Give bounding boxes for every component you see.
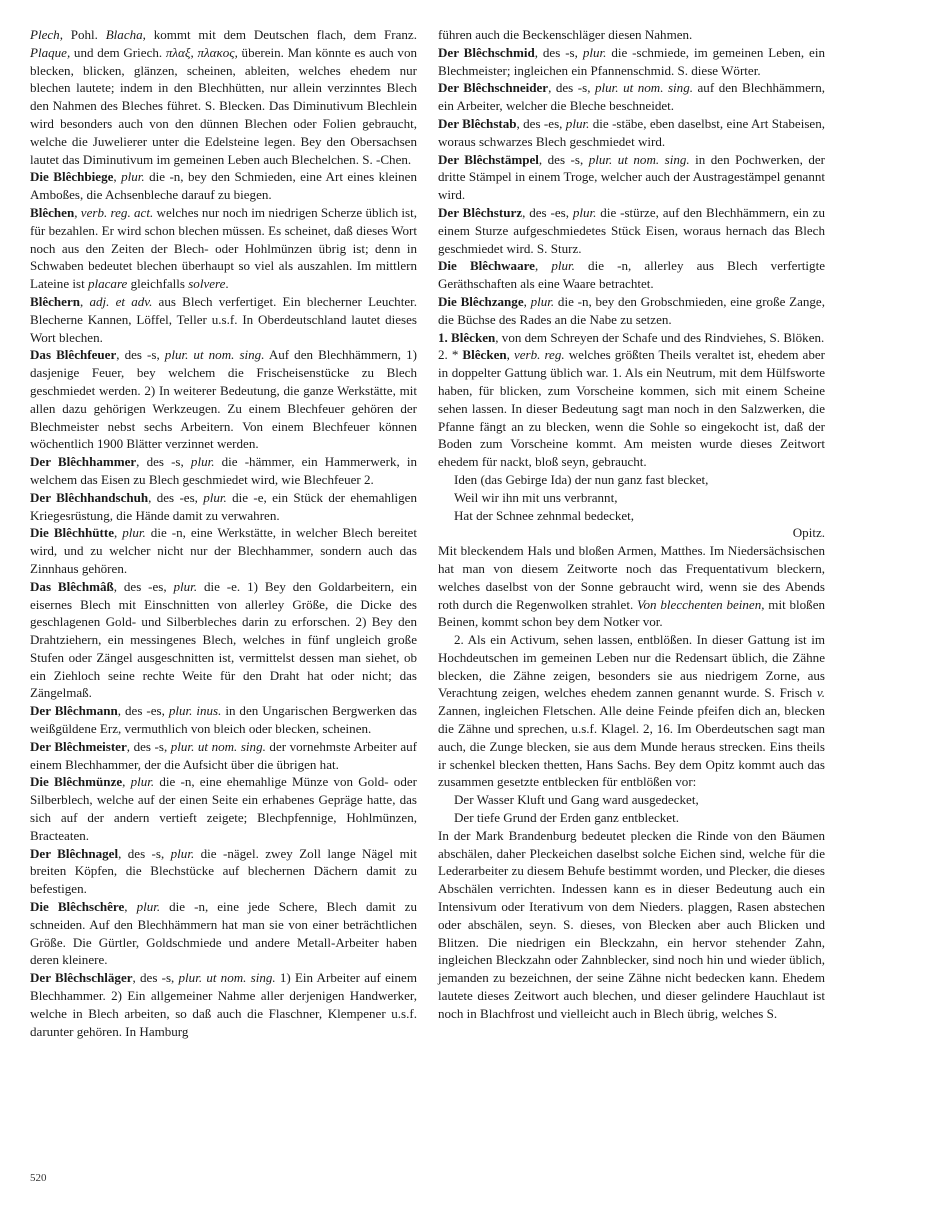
headword: Die Blêchwaare [438,258,535,274]
text-run: Der tiefe Grund der Erden ganz entblecket. [454,810,679,826]
text-run: und dem Griech. [70,44,166,60]
italic-text: plur. inus. [168,703,222,719]
text-run: Hat der Schnee zehnmal bedecket, [454,507,635,523]
italic-text: plur. ut nom. sing. [178,970,276,986]
entry-paragraph [30,773,417,844]
entry-paragraph [30,26,417,168]
verse-attribution [438,524,825,542]
entry-paragraph [438,257,825,293]
headword: Der Blêchschneider [438,80,549,96]
headword: Der Blêchnagel [30,845,119,861]
italic-text: solvere [188,276,226,292]
text-run: , [74,204,81,220]
headword: Die Blêchhütte [30,525,114,541]
entry-paragraph [30,969,417,1040]
text-run: , des -s, [538,151,589,167]
italic-text: plur. [130,774,155,790]
verse-line [438,507,825,525]
text-run: , von dem Schreyen der Schafe und des Rindviehes, S. Blöken. [495,329,825,345]
text-run: die -e. 1) Bey den Goldarbeitern, ein eisernes Blech mit Einschnitten von allerley Größe, die Dicke des geschlagenen Gold- und Silberbleches darin zu erforschen. 2) Bey den Drahtziehern, ein messingenes Blech, welches in fünf ungleich große Stufen oder Zängel ausgeschnitten ist, vermittelst dessen man siehet, ob ein Ziehloch seine rechte Weite für den Draht hat oder nicht; das Zängelmaß. [30,578,417,701]
text-run: welches größten Theils veraltet ist, ehedem aber in doppelter Gattung üblich war. 1. Als ein Neutrum, mit dem Hülfsworte haben, für blicken, zum Vorscheine kommen, sich mit einem Scheine sehen lassen. In dieser Bedeutung sagt man noch in den Salzwerken, die Pfanne fängt an zu blecken, wenn die Sohle so eingekocht ist, daß der Boden zum Vorscheine kommt. Am meisten wurde dieses Zeitwort ehedem für nackt, bloß seyn, gebraucht. [438,347,825,470]
text-run: , des -s, [136,454,191,470]
text-run: die -n, eine Werkstätte, in welcher Blech bereitet wird, und zu welcher nicht nur der Blechhammer, sondern auch das Zinnhaus gehören. [30,525,417,576]
italic-text: plur. [203,489,227,505]
text-run: , des -s, [132,970,179,986]
italic-text: Plaque, [30,44,71,60]
entry-paragraph [30,898,417,969]
text-run: die -nägel. zwey Zoll lange Nägel mit breiten Köpfen, die Blechstücke auf blechernen Dächern damit zu befestigen. [30,845,417,897]
entry-paragraph [438,346,825,471]
entry-paragraph [30,578,417,703]
verse-line [438,489,825,507]
text-run: , des -es, [113,578,174,594]
headword: Der Blêchmann [30,703,118,719]
entry-paragraph [438,115,825,151]
text-run: die -stürze, auf den Blechhämmern, ein zu einem Sturze aufgeschmiedetes Stück Eisen, woraus hernach das Blech geschmiedet wird. S. Sturz. [438,204,825,256]
text-run: kommt mit dem Deutschen flach, dem Franz. [145,27,417,42]
headword: Das Blêchmâß [30,578,114,594]
text-run: Auf den Blechhämmern, 1) dasjenige Feuer, bey welchem die Frischeisenstücke zu Blech geschmiedet werden. 2) In weiterer Bedeutung, die ganze Werkstätte, mit allen dazu gehörigen Werkzeugen. Zu einem Blechfeuer gehören der Blechmeister nebst sechs Arbeitern. Von einem Blechfeuer können wöchentlich 1900 Blätter verzinnet werden. [30,347,417,452]
headword: Blêcken [462,347,507,363]
headword: Die Blêchmünze [30,774,123,790]
italic-text: verb. reg. act. [80,204,154,220]
entry-paragraph [30,168,417,204]
text-run: Der Wasser Kluft und Gang ward ausgedecket, [454,792,699,808]
text-run: die -schmiede, im gemeinen Leben, ein Blechmeister; ingleichen ein Pfannenschmid. S. diese Wörter. [438,44,825,78]
italic-text: plur. [136,899,161,915]
text-run: Pohl. [62,27,106,42]
headword: Der Blêchstab [438,115,517,131]
italic-text: plur. ut nom. sing. [170,738,266,754]
text-run: die -n, eine ehemahlige Münze von Gold- oder Silberblech, welche auf der einen Seite ein erhabenes Gepräge hatte, das sich auf der andern vertieft zeigete; Blechpfennige, Hohlmünzen, Bracteaten. [30,774,417,843]
italic-text: plur. ut nom. sing. [594,80,693,96]
right-column [438,26,825,1023]
text-run: aus Blech verfertiget. Ein blecherner Leuchter. Blecherne Kannen, Löffel, Teller u.s.f. In Oberdeutschland lautet dieses Wort blechen. [30,293,417,345]
headword: Die Blêchschêre [30,899,125,915]
italic-text: plur. ut nom. sing. [588,151,690,167]
text-run: , [122,774,131,790]
verse-line [438,471,825,489]
entry-paragraph [438,293,825,329]
entry-paragraph [30,702,417,738]
text-run: 1) Ein Arbeiter auf einem Blechhammer. 2) Ein allgemeiner Nahme aller derjenigen Handwerker, welche in Blech arbeiten, so daß auch die Flaschner, Klempener u.s.f. darunter gehören. In Hamburg [30,970,417,1039]
text-run: mit bloßen Beinen, kommt schon bey dem Notker vor. [438,596,826,630]
italic-text: plur. [122,525,146,541]
text-run: gleichfalls [127,276,189,292]
headword: Die Blêchzange [438,293,524,309]
headword: Die Blêchbiege [30,169,114,185]
left-column [30,26,417,1040]
text-run: , [506,347,514,363]
entry-paragraph [438,631,825,791]
italic-text: plur. [565,115,590,131]
text-run: 2. * [438,347,463,363]
italic-text: plur. [582,44,607,60]
headword: Blêchen [30,204,75,220]
italic-text: plur. [551,258,575,274]
italic-text: plur. [173,578,198,594]
text-run: , des -s, [548,80,595,96]
text-run: , des -s, [126,738,171,754]
entry-paragraph [438,329,825,347]
text-run: 2. Als ein Activum, sehen lassen, entblößen. In dieser Gattung ist im Hochdeutschen im gemeinen Leben nur die Redensart üblich, die Zähne blecken, die Zähne zeigen, besonders sie aus niedrigem Zorne, aus Verachtung zeigen, welches ehedem zannen genannt wurde. S. Frisch [438,632,825,701]
headword: Der Blêchschläger [30,970,133,986]
text-run: Weil wir ihn mit uns verbrannt, [454,489,618,505]
page-number: 520 [30,1172,47,1184]
text-run: , des -s, [118,845,171,861]
headword: Blêchern [30,293,81,309]
entry-paragraph [30,738,417,774]
text-run: , [80,293,90,309]
italic-text: plur. [121,169,145,185]
text-run: der vornehmste Arbeiter auf einem Blechhammer, der die Aufsicht über die übrigen hat. [30,738,418,772]
entry-paragraph [30,453,417,489]
text-run: welches nur noch im niedrigen Scherze üblich ist, für bezahlen. Er wird schon blechen müssen. Es scheinet, daß dieses Wort noch aus den Zeiten der Blech- oder Hohlmünzen übrig ist; denn in Schwaben bedeutet blechen überhaupt so viel als auszahlen. Im mittlern Lateine ist [30,204,417,292]
entry-paragraph [30,346,417,453]
entry-paragraph [438,827,825,1023]
italic-text: plur. [170,845,195,861]
text-run: , des -s, [534,44,583,60]
verse-line [438,809,825,827]
italic-text: plur. [530,293,555,309]
headword: 1. Blêcken [438,329,496,345]
text-run: Mit bleckendem Hals und bloßen Armen, Matthes. Im Niedersächsischen hat man von diesem Zeitworte noch das Frequentativum bleckern, welches daselbst von der Sonne gebraucht wird, wenn sie des Abends roth durch die Regenwolken strahlet. [438,543,825,612]
italic-text: πλαξ, πλακος, [165,44,238,60]
text-run: . [225,276,229,292]
text-run: , des -es, [516,115,566,131]
italic-text: adj. et adv. [89,293,153,309]
text-run: , [113,525,123,541]
text-run: , des -es, [117,703,169,719]
entry-paragraph [438,44,825,80]
verse-line [438,791,825,809]
text-run: die -n, bey den Schmieden, eine Art eines kleinen Amboßes, die Achsenbleche darauf zu biegen. [30,169,417,203]
text-run: auf den Blechhämmern, ein Arbeiter, welcher die Bleche beschneidet. [438,80,826,114]
text-run: die -e, ein Stück der ehemahligen Kriegesrüstung, die Hände damit zu verwahren. [30,489,417,523]
entry-paragraph [30,845,417,898]
entry-paragraph [438,79,825,115]
text-run: , [124,899,137,915]
entry-paragraph [438,542,825,631]
entry-paragraph [438,26,825,44]
italic-text: verb. reg. [513,347,565,363]
text-run: Iden (das Gebirge Ida) der nun ganz fast blecket, [454,471,709,487]
italic-text: v. [816,685,825,701]
entry-paragraph [30,204,417,293]
headword: Das Blêchfeuer [30,347,117,363]
italic-text: placare [87,276,128,292]
text-run: die -stäbe, eben daselbst, eine Art Stabeisen, woraus schwarzes Blech geschmiedet wird. [438,115,825,149]
text-run: In der Mark Brandenburg bedeutet plecken die Rinde von den Bäumen abschälen, daher Pleckeichen daselbst solche Eichen sind, welche für die Lederarbeiter zu diesem Behufe bestimmt worden, und Plecker, die dieses Abschälen verrichten. Indessen kann es in dieser Bedeutung auch ein Intensivum oder Iterativum von dem Nieders. plaggen, Rasen abstechen oder abschälen, seyn. S. dieses, von Blecken aber auch Blicken und Blitzen. Die niedrigen ein Bleckzahn, ein hervor stehender Zahn, ingleichen Bleckzahn oder Zahnblecker, sind noch hin und wieder üblich, jemanden zu bezeichnen, der seine Zähne nicht bedecken kann. Ehedem lautete dieses Zeitwort auch blechen, und dieser gelindere Hauchlaut ist noch in Blachfrost und vielleicht auch in Blech übrig, welches S. [438,827,825,1021]
text-run: , des -es, [148,489,204,505]
italic-text: plur. [190,454,215,470]
text-run: , [523,293,531,309]
headword: Der Blêchmeister [30,738,127,754]
italic-text: Plech, [30,27,63,42]
text-run: in den Pochwerken, der dritte Stämpel in einem Troge, welcher auch der Austragestämpel genannt wird. [438,151,825,203]
italic-text: plur. [572,204,597,220]
text-run: , des -s, [116,347,165,363]
text-run: die -n, eine jede Schere, Blech damit zu schneiden. Auf den Blechhämmern hat man sie von einer beträchtlichen Größe. Die Gürtler, Goldschmiede und andere Metall-Arbeiter haben deren kleinere. [30,899,417,968]
text-run: Opitz. [792,525,825,541]
entry-paragraph [30,293,417,346]
text-run: die -n, allerley aus Blech verfertigte Geräthschaften als eine Waare betrachtet. [438,258,825,292]
text-run: Zannen, ingleichen Fletschen. Alle deine Feinde pfeifen dich an, blecken die Zähne und sprechen, u.s.f. Klagel. 2, 16. Im Oberdeutschen sagt man auch, die Zunge blecken, sie aus dem Munde heraus strecken. Eins theils ir schenkel blecken thetten, Hans Sachs. Bey dem Opitz kommt auch das zusammen gesetzte entblecken für entblößen vor: [438,703,825,790]
entry-paragraph [30,524,417,577]
entry-paragraph [438,204,825,257]
text-run: überein. Man könnte es auch von blecken, blicken, glänzen, scheinen, ableiten, welches ehedem nur blechen lautete; indem in den Blechhütten, nur allein verzinntes Blech den Nahmen des Bleches führet. S. Blecken. Das Diminutivum Blechlein wird besonders auch von den dünnen Blechen oder Folien gebraucht, welche die Juwelierer unter die Edelsteine legen. Bey den Obersachsen lautet das Diminutivum im gemeinen Leben auch Blechelchen. S. -Chen. [30,44,417,167]
italic-text: Von blecchenten beinen, [637,596,765,612]
entry-paragraph [438,151,825,204]
text-run: , [534,258,552,274]
headword: Der Blêchhandschuh [30,489,149,505]
text-run: , [113,169,122,185]
text-run: die -n, bey den Grobschmieden, eine große Zange, die Büchse des Rades an die Nabe zu setzen. [438,293,825,327]
italic-text: plur. ut nom. sing. [164,347,265,363]
headword: Der Blêchhammer [30,454,137,470]
italic-text: Blacha, [105,27,146,42]
text-run: die -hämmer, ein Hammerwerk, in welchem das Eisen zu Blech geschmiedet wird, wie Blechfeuer 2. [30,454,418,487]
text-run: , des -es, [522,204,573,220]
entry-paragraph [30,489,417,525]
headword: Der Blêchschmid [438,44,535,60]
text-run: in den Ungarischen Bergwerken das weißgüldene Erz, vermuthlich von bleich oder blecken, scheinen. [30,703,417,737]
text-run: führen auch die Beckenschläger diesen Nahmen. [438,27,693,42]
headword: Der Blêchstämpel [438,151,539,167]
headword: Der Blêchsturz [438,204,523,220]
